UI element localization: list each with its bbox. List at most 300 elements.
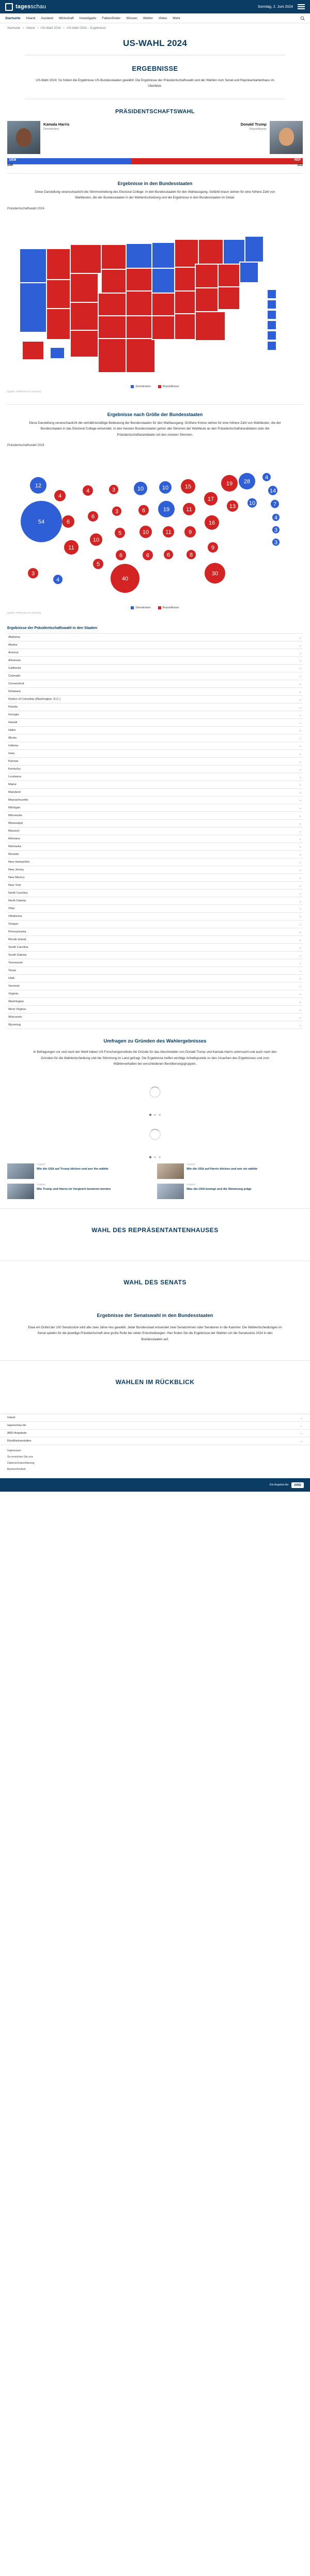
state-accordion-label: South Carolina [8,946,28,949]
chevron-down-icon[interactable]: ⌄ [299,729,302,732]
svg-text:30: 30 [211,571,219,577]
state-accordion-label: Hawaii [8,721,18,725]
state-accordion-label: Nevada [8,853,19,856]
state-accordion-row[interactable] [7,905,303,913]
breadcrumb [0,23,310,30]
state-accordion-row[interactable] [7,897,303,905]
footer-accordion-row[interactable] [0,1437,310,1445]
harris-portrait-image [7,121,40,154]
svg-text:6: 6 [66,519,70,526]
chevron-down-icon[interactable]: ⌄ [299,775,302,779]
state-accordion-label: Massachusetts [8,799,28,802]
senate-states-text-block [0,1323,310,1351]
state-accordion-row[interactable] [7,913,303,921]
trump-portrait-image [270,121,303,154]
state-accordion-row[interactable] [7,959,303,967]
legend-item-rep [158,606,179,609]
pager-dot[interactable] [154,1114,156,1116]
chevron-down-icon[interactable]: ⌄ [299,783,302,787]
state-accordion-row[interactable] [7,928,303,936]
state-accordion-label: Tennessee [8,961,23,965]
legend-swatch-dem [131,606,134,609]
chevron-down-icon[interactable]: ⌄ [300,1432,303,1435]
state-accordion-label: Wyoming [8,1023,21,1027]
svg-text:11: 11 [165,529,172,536]
nav-item-video[interactable]: Video [158,16,167,20]
legend-label-dem: Demokraten [135,385,151,388]
state-accordion-label: New Jersey [8,868,24,872]
teaser-card[interactable] [7,1163,153,1179]
state-accordion-label: North Carolina [8,892,28,895]
nav-item-ausland[interactable]: Ausland [41,16,53,20]
state-accordion-label: North Dakota [8,899,26,903]
bubble-map-legend [7,604,303,609]
state-accordion-row[interactable] [7,921,303,928]
hamburger-menu-icon[interactable] [298,3,305,10]
bubble-map-text: Diese Darstellung veranschaulicht die verhältnismäßige Bedeutung der Bundesstaaten für den Wahlausgang. Größere Kreise stehen für eine höhere Zahl von Wahlleuten, die der Bundesstaaten in das Electoral College entsendet. In den meisten Bundesstaaten gehen alle Stimmen der Wahlleute an den Präsidentschaftskandidaten oder die Präsidentschaftskandidatin mit den meisten Stimmen. [29,421,281,437]
teaser-image [7,1184,34,1199]
chevron-down-icon[interactable]: ⌄ [299,992,302,996]
state-accordion-label: Maine [8,783,17,787]
carousel-pager-2[interactable] [7,1153,303,1158]
chevron-down-icon[interactable]: ⌄ [299,643,302,647]
state-accordion-row[interactable] [7,990,303,998]
state-accordion-label: Oklahoma [8,915,22,918]
state-accordion-label: District of Columbia (Washington, D.C.) [8,698,60,701]
state-accordion-label: Missouri [8,830,20,833]
chevron-down-icon[interactable]: ⌄ [299,1016,302,1019]
state-accordion-row[interactable] [7,727,303,734]
state-accordion-label: West Virginia [8,1008,26,1011]
ard-logo[interactable]: ARD [291,1482,304,1488]
state-accordion-label: Arizona [8,651,19,655]
chevron-down-icon[interactable]: ⌄ [299,961,302,965]
legend-item-dem [131,385,150,388]
chevron-down-icon[interactable]: ⌄ [299,868,302,872]
svg-text:11: 11 [186,507,192,513]
loading-spinner-icon [149,1129,161,1140]
chevron-down-icon[interactable]: ⌄ [299,806,302,810]
svg-text:4: 4 [274,515,278,522]
svg-text:10: 10 [142,529,149,536]
chevron-down-icon[interactable]: ⌄ [299,752,302,756]
svg-text:13: 13 [229,503,236,510]
breadcrumb-item-2[interactable]: US-Wahl 2024 [40,27,61,30]
svg-text:12: 12 [35,483,42,489]
state-accordion-row[interactable] [7,734,303,742]
svg-text:10: 10 [92,537,100,544]
state-accordion-label: Alabama [8,636,20,639]
state-accordion-row[interactable] [7,874,303,882]
chevron-down-icon[interactable]: ⌄ [299,892,302,895]
nav-item-wirtschaft[interactable]: Wirtschaft [58,16,74,20]
state-accordion-row[interactable] [7,851,303,858]
state-accordion-row[interactable] [7,936,303,944]
chevron-down-icon[interactable]: ⌄ [299,977,302,980]
chevron-down-icon[interactable]: ⌄ [299,799,302,802]
svg-text:9: 9 [188,529,192,536]
svg-text:3: 3 [274,540,278,546]
svg-text:7: 7 [273,501,277,508]
chevron-down-icon[interactable]: ⌄ [299,690,302,694]
chevron-down-icon[interactable]: ⌄ [299,721,302,725]
footer-accordion-label: Rundfunkanstalten [7,1439,32,1443]
state-accordion-row[interactable] [7,975,303,983]
nav-item-mehr[interactable]: Mehr [173,16,181,20]
chevron-down-icon[interactable]: ⌄ [299,706,302,709]
chevron-down-icon[interactable]: ⌄ [299,930,302,934]
svg-text:17: 17 [207,496,214,503]
chevron-down-icon[interactable]: ⌄ [299,814,302,818]
ard-note: Ein Angebot der [269,1483,289,1487]
chevron-down-icon[interactable]: ⌄ [299,969,302,973]
bar-label-rep: REP [294,158,301,162]
chevron-down-icon[interactable]: ⌄ [299,899,302,903]
state-accordion-label: Georgia [8,713,19,717]
legend-item-rep [158,385,179,388]
breadcrumb-item-3: US-Wahl 2024 – Ergebnisse [67,27,106,30]
state-accordion-row[interactable] [7,1021,303,1029]
state-accordion-label: Iowa [8,752,15,756]
state-accordion-row[interactable] [7,672,303,680]
svg-text:28: 28 [243,479,251,485]
svg-text:4: 4 [56,577,60,584]
legend-swatch-dem [131,385,134,388]
state-accordion-row[interactable] [7,781,303,789]
state-accordion-row[interactable] [7,634,303,641]
state-accordion-row[interactable] [7,1014,303,1021]
state-accordion-label: Kansas [8,760,19,763]
state-accordion-row[interactable] [7,773,303,781]
state-accordion-row[interactable] [7,665,303,672]
states-map-title: Ergebnisse in den Bundesstaaten [117,180,193,186]
state-accordion-label: Louisiana [8,775,21,779]
svg-text:6: 6 [166,552,171,559]
states-accordion[interactable] [7,633,303,1029]
nav-item-investigativ[interactable]: Investigativ [79,16,97,20]
state-accordion-label: Vermont [8,985,20,988]
nav-item-wissen[interactable]: Wissen [126,16,137,20]
search-icon[interactable] [300,16,305,21]
svg-text:4: 4 [86,488,90,495]
tagesschau-logo-icon[interactable] [5,3,13,11]
chevron-down-icon[interactable]: ⌄ [299,985,302,988]
survey-text: In Befragungen vor und nach der Wahl haben US-Forschungsinstitute die Gründe für das Abschneiden von Donald Trump und Kamala Harris untersucht und auch nach den Gründen für die Wahlentscheidung und die Stimmung im Land gefragt. Die Ergebnisse helfen wichtige Anhaltspunkte zu den Ursachen des Ergebnisses und zum Wählerverhalten bei verschiedenen Bevölkerungsgruppen. [33,1050,277,1066]
nav-item-startseite[interactable]: Startseite [5,16,21,20]
states-map-block [0,174,310,398]
state-accordion-label: Indiana [8,744,19,748]
svg-text:4: 4 [265,474,269,481]
svg-text:3: 3 [31,571,35,577]
chevron-down-icon[interactable]: ⌄ [299,946,302,949]
top-bar [0,0,310,13]
main-nav[interactable] [0,13,310,23]
pager-dot[interactable] [149,1156,151,1158]
chevron-down-icon[interactable]: ⌄ [300,1416,303,1420]
state-accordion-label: Kentucky [8,768,21,771]
state-accordion-label: Oregon [8,923,19,926]
state-accordion-label: New Mexico [8,876,25,880]
state-accordion-row[interactable] [7,742,303,750]
state-accordion-row[interactable] [7,827,303,835]
legend-swatch-rep [158,385,161,388]
bubble-map-block [0,405,310,619]
date-label: Sonntag, 2. Juni 2024 [257,5,293,9]
svg-text:11: 11 [68,545,74,551]
chevron-down-icon[interactable]: ⌄ [299,651,302,655]
legend-swatch-rep [158,606,161,609]
chevron-down-icon[interactable]: ⌄ [299,1000,302,1004]
chevron-down-icon[interactable]: ⌄ [299,938,302,942]
chevron-down-icon[interactable]: ⌄ [299,884,302,887]
svg-text:19: 19 [226,481,233,487]
state-accordion-row[interactable] [7,804,303,812]
state-accordion-label: Florida [8,706,18,709]
us-bubble-map[interactable] [7,449,303,604]
svg-text:5: 5 [96,561,100,568]
state-accordion-label: Mississippi [8,822,23,825]
state-accordion-row[interactable] [7,952,303,959]
chevron-down-icon[interactable]: ⌄ [299,744,302,748]
state-accordion-label: Washington [8,1000,24,1004]
pager-dot[interactable] [154,1156,156,1158]
svg-text:40: 40 [121,576,129,582]
bubble-map-label: Präsidentschaftswahl 2024 [7,444,44,448]
us-choropleth-map[interactable] [7,212,303,383]
senate-states-text: Etwa ein Drittel der 100 Senatssitze wird alle zwei Jahre neu gewählt. Jeder Bundesstaat entsendet zwei Senatorinnen oder Senatoren in die Kammer. Die Wahlentscheidungen im Senat spielen für die jeweilige Präsidentschaft eine große Rolle bei vielen Entscheidungen. Hier finden Sie die Ergebnisse der Wahlen um die Senatssitze 2024 in den Bundesstaaten auf. [28,1325,282,1342]
state-accordion-row[interactable] [7,882,303,890]
teaser-card[interactable] [7,1184,153,1199]
footer-links[interactable] [0,1445,310,1475]
state-accordion-row[interactable] [7,835,303,843]
teaser-card[interactable] [157,1184,303,1199]
chevron-down-icon[interactable]: ⌄ [299,713,302,717]
candidate-party: Demokraten [43,127,59,131]
legend-label-rep: Republikaner [162,606,179,610]
svg-text:6: 6 [119,553,123,559]
state-accordion-row[interactable] [7,812,303,820]
state-accordion-row[interactable] [7,820,303,827]
footer-accordion-row[interactable] [0,1414,310,1422]
retrospect-heading: WAHLEN IM RÜCKBLICK [0,1360,310,1403]
svg-text:6: 6 [146,553,150,559]
teaser-category: Analyse [37,1183,46,1186]
state-accordion-label: Connecticut [8,682,24,686]
state-accordion-row[interactable] [7,998,303,1006]
state-accordion-row[interactable] [7,750,303,758]
chevron-down-icon[interactable]: ⌄ [299,954,302,957]
chevron-down-icon[interactable]: ⌄ [299,822,302,825]
svg-text:14: 14 [269,488,276,495]
legend-label-rep: Republikaner [162,385,179,388]
state-accordion-row[interactable] [7,944,303,952]
chevron-down-icon[interactable]: ⌄ [299,768,302,771]
results-intro: US-Wahl 2024: So hoben die Ergebnisse US-Bundesstaaten gewählt. Die Ergebnisse der Präsidentschaftswahl und der Wahlen zum Senat und Repräsentantenhaus im Überblick. [36,79,274,88]
carousel-pager-1[interactable] [7,1111,303,1116]
chevron-down-icon[interactable]: ⌄ [299,907,302,911]
states-accordion-title: Ergebnisse der Präsidentschaftswahl in den Staaten [7,626,98,631]
footer-accordion-row[interactable] [0,1430,310,1437]
chevron-down-icon[interactable]: ⌄ [299,760,302,763]
svg-text:3: 3 [115,509,119,515]
survey-loading-area-2 [7,1116,303,1153]
teaser-category: Analyse [187,1183,196,1186]
state-accordion-row[interactable] [7,843,303,851]
chevron-down-icon[interactable]: ⌄ [300,1424,303,1428]
footer-link[interactable]: Datenschutzerklärung [7,1462,35,1465]
footer-link[interactable]: Impressum [7,1449,21,1453]
state-accordion-row[interactable] [7,641,303,649]
svg-text:15: 15 [184,484,192,490]
teaser-image [7,1163,34,1179]
teaser-category: Analyse [187,1163,196,1166]
chevron-down-icon[interactable]: ⌄ [299,636,302,639]
chevron-down-icon[interactable]: ⌄ [299,698,302,701]
page-title: US-WAHL 2024 [123,38,187,48]
teaser-headline[interactable]: Wie Trump und Harris im Vergleich bewertet werden [37,1187,111,1191]
state-accordion-row[interactable] [7,688,303,696]
survey-loading-area-1 [7,1074,303,1111]
bubble-map-source: Quelle: AP/Election.us Germany [7,611,41,615]
loading-spinner-icon [149,1086,161,1098]
state-accordion-row[interactable] [7,657,303,665]
candidate-party: Republikaner [250,127,267,131]
chevron-down-icon[interactable]: ⌄ [299,1008,302,1011]
state-accordion-row[interactable] [7,866,303,874]
survey-carousel[interactable] [0,1074,310,1158]
teaser-grid [0,1158,310,1199]
state-accordion-label: Arkansas [8,659,21,663]
state-accordion-row[interactable] [7,1006,303,1014]
nav-item-inland[interactable]: Inland [26,16,36,20]
state-accordion-label: Delaware [8,690,21,694]
state-accordion-label: New Hampshire [8,861,30,864]
state-accordion-label: Utah [8,977,15,980]
candidate-harris[interactable] [7,121,155,154]
teaser-headline[interactable]: Wie die USA auf Trump blicken und wer ihn wählte [37,1167,109,1171]
electoral-bar [0,154,310,167]
chevron-down-icon[interactable]: ⌄ [299,659,302,663]
footer-link[interactable]: So erreichen Sie uns [7,1455,34,1459]
state-accordion-label: Minnesota [8,814,22,818]
chevron-down-icon[interactable]: ⌄ [299,915,302,918]
state-accordion-row[interactable] [7,711,303,719]
state-accordion-label: Montana [8,837,20,841]
svg-text:5: 5 [118,530,122,537]
pager-dot[interactable] [159,1114,161,1116]
svg-text:19: 19 [163,507,170,513]
electors-rep: 312 [297,163,303,167]
state-accordion-row[interactable] [7,696,303,703]
chevron-down-icon[interactable]: ⌄ [299,667,302,670]
breadcrumb-item-1[interactable]: Inland [26,27,35,30]
teaser-headline[interactable]: Was die USA bewegt und die Stimmung prägt [187,1187,252,1191]
chevron-down-icon[interactable]: ⌄ [299,1023,302,1027]
footer-accordion-row[interactable] [0,1422,310,1430]
chevron-down-icon[interactable]: ⌄ [299,861,302,864]
chevron-down-icon[interactable]: ⌄ [299,674,302,678]
candidate-trump[interactable] [155,121,303,154]
chevron-down-icon[interactable]: ⌄ [299,682,302,686]
electors-dem: 226 [7,163,13,167]
chevron-down-icon[interactable]: ⌄ [299,845,302,849]
teaser-image [157,1163,184,1179]
chevron-down-icon[interactable]: ⌄ [300,1439,303,1443]
teaser-category: Analyse [37,1163,46,1166]
svg-text:54: 54 [38,519,45,526]
candidate-name: Donald Trump [240,121,267,127]
teaser-headline[interactable]: Wie die USA auf Harris blicken und wer sie wählte [187,1167,258,1171]
senate-states-title: Ergebnisse der Senatswahl in den Bundesstaaten [97,1312,213,1318]
nav-item-faktenfinder[interactable]: Faktenfinder [102,16,121,20]
state-accordion-row[interactable] [7,703,303,711]
chevron-down-icon[interactable]: ⌄ [299,737,302,740]
state-accordion-row[interactable] [7,789,303,796]
footer-link[interactable]: Barrierefreiheit [7,1468,26,1471]
state-accordion-row[interactable] [7,765,303,773]
state-accordion-row[interactable] [7,967,303,975]
brand-wordmark[interactable]: tagesschau [16,4,47,10]
teaser-card[interactable] [157,1163,303,1179]
state-accordion-row[interactable] [7,649,303,657]
svg-text:6: 6 [91,514,95,520]
state-accordion-label: Virginia [8,992,19,996]
chevron-down-icon[interactable]: ⌄ [299,923,302,926]
pager-dot[interactable] [149,1114,151,1116]
footer-bottom-bar [0,1478,310,1492]
svg-text:3: 3 [274,527,278,534]
state-accordion-label: Maryland [8,791,21,794]
state-accordion-label: South Dakota [8,954,27,957]
house-heading: WAHL DES REPRÄSENTANTENHAUSES [0,1208,310,1251]
pager-dot[interactable] [159,1156,161,1158]
state-accordion-label: Rhode Island [8,938,26,942]
state-accordion-row[interactable] [7,719,303,727]
survey-title: Umfragen zu Gründen des Wahlergebnisses [103,1038,207,1045]
states-map-legend [7,383,303,388]
senate-heading: WAHL DES SENATS [0,1261,310,1304]
chevron-down-icon[interactable]: ⌄ [299,791,302,794]
states-map-source: Quelle: AP/Election.us Germany [7,390,41,393]
states-map-label: Präsidentschaftswahl 2024 [7,207,44,210]
bar-label-dem: DEM [9,158,17,162]
state-accordion-row[interactable] [7,983,303,990]
state-accordion-row[interactable] [7,680,303,688]
state-accordion-row[interactable] [7,758,303,765]
footer-accordion-label: tagesschau.de [7,1424,26,1428]
svg-text:3: 3 [112,487,116,494]
breadcrumb-sep: > [63,27,65,30]
chevron-down-icon[interactable]: ⌄ [299,853,302,856]
breadcrumb-item-0[interactable]: Startseite [7,27,21,30]
state-accordion-row[interactable] [7,796,303,804]
footer-accordion[interactable] [0,1414,310,1445]
state-accordion-row[interactable] [7,858,303,866]
state-accordion-label: Illinois [8,737,17,740]
svg-text:16: 16 [208,520,215,527]
chevron-down-icon[interactable]: ⌄ [299,830,302,833]
svg-text:4: 4 [58,493,62,500]
bubble-map-title: Ergebnisse nach Größe der Bundesstaaten [107,411,203,417]
state-accordion-row[interactable] [7,890,303,897]
states-map-text: Diese Darstellung veranschaulicht die Stimmverteilung des Electoral College: In den Bundesstaaten für den Wahlausgang. Gefärbt braun stehen für eine höhere Zahl von Wahlleuten, die der Bundesstaaten in der Wahlentscheidung und die Ergebnisse in den Bundesstaaten im Detail. [35,190,275,200]
nav-item-wetter[interactable]: Wetter [143,16,153,20]
breadcrumb-sep: > [22,27,24,30]
chevron-down-icon[interactable]: ⌄ [299,876,302,880]
chevron-down-icon[interactable]: ⌄ [299,837,302,841]
state-accordion-label: Michigan [8,806,21,810]
legend-label-dem: Demokraten [135,606,151,610]
